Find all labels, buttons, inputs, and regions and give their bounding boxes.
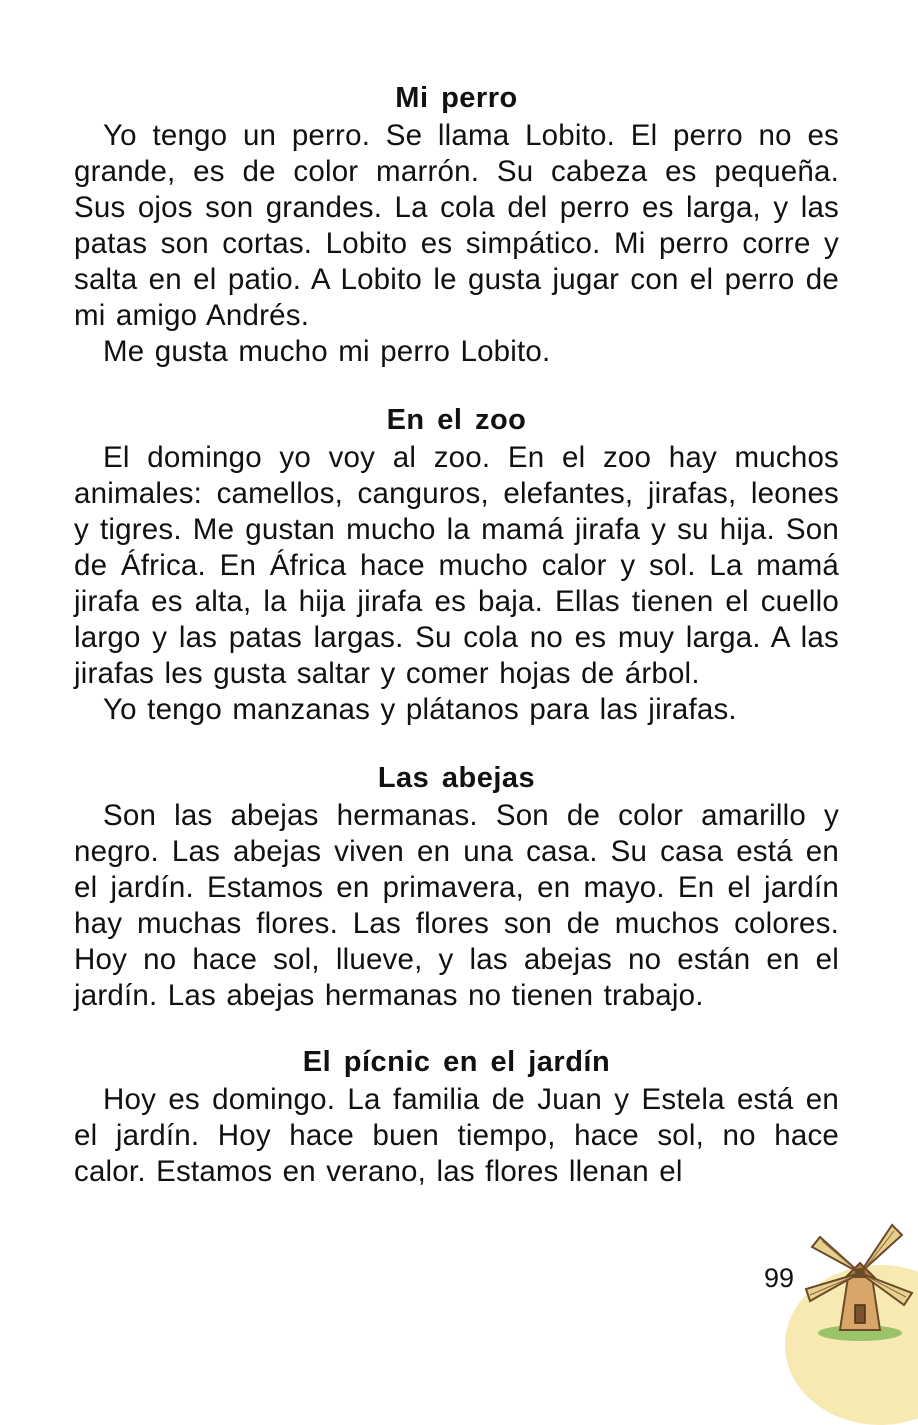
paragraph: Me gusta mucho mi perro Lobito. [103,335,551,368]
section-spacer [74,1014,839,1042]
section-mi-perro [74,78,839,370]
paragraph: Yo tengo manzanas y plátanos para las jirafas. [103,693,737,726]
paragraph: Son las abejas hermanas. Son de color amarillo y negro. Las abejas viven en una casa. Su casa está en el jardín. Estamos en primavera, en mayo. En el jardín hay muchas flores. Las flores son de muchos colores. Hoy no hace sol, llueve, y las abejas no están en el jardín. Las abejas hermanas no tienen trabajo. [74,799,839,1012]
page-number: 99 [764,1263,795,1293]
section-el-picnic [74,1042,839,1190]
windmill-icon [800,1215,918,1345]
section-spacer [74,728,839,758]
paragraph: Hoy es domingo. La familia de Juan y Estela está en el jardín. Hoy hace buen tiempo, hace sol, no hace calor. Estamos en verano, las flores llenan el [74,1083,839,1188]
paragraph: El domingo yo voy al zoo. En el zoo hay muchos animales: camellos, canguros, elefantes, jirafas, leones y tigres. Me gustan mucho la mamá jirafa y su hija. Son de África. En África hace mucho calor y sol. La mamá jirafa es alta, la hija jirafa es baja. Ellas tienen el cuello largo y las patas largas. Su cola no es muy larga. A las jirafas les gusta saltar y comer hojas de árbol. [74,441,839,690]
section-title: En el zoo [386,404,527,436]
section-las-abejas [74,758,839,1014]
section-title: Las abejas [377,762,536,794]
page-body [74,78,839,1190]
section-en-el-zoo [74,400,839,728]
section-title: El pícnic en el jardín [302,1046,611,1078]
paragraph: Yo tengo un perro. Se llama Lobito. El perro no es grande, es de color marrón. Su cabeza es pequeña. Sus ojos son grandes. La cola del perro es larga, y las patas son cortas. Lobito es simpático. Mi perro corre y salta en el patio. A Lobito le gusta jugar con el perro de mi amigo Andrés. [74,119,839,332]
section-title: Mi perro [395,82,518,114]
section-spacer [74,370,839,400]
